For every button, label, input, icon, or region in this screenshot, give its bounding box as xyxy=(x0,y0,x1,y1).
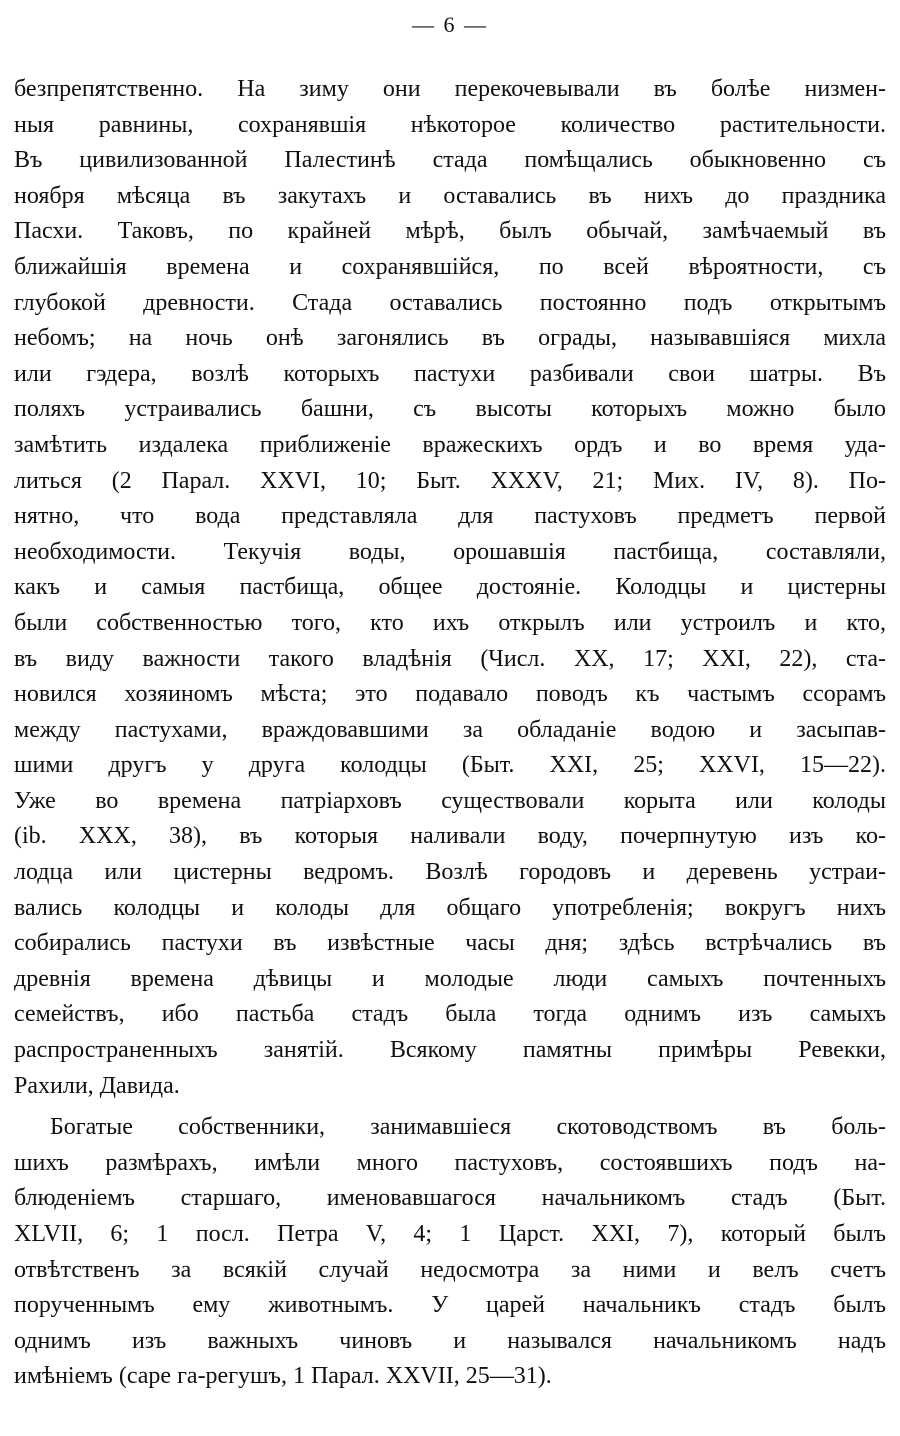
text-line: отвѣтственъ за всякій случай недосмотра за ними и велъ счетъ xyxy=(14,1256,886,1283)
text-line: нятно, что вода представляла для пастуховъ предметъ первой xyxy=(14,503,886,530)
text-line: Рахили, Давида. xyxy=(14,1072,180,1099)
paragraph-2 xyxy=(14,1110,886,1395)
text-line: (ib. XXX, 38), въ которыя наливали воду, почерпнутую изъ ко- xyxy=(14,823,886,850)
text-line: Пасхи. Таковъ, по крайней мѣрѣ, былъ обычай, замѣчаемый въ xyxy=(14,218,886,245)
text-line: небомъ; на ночь онѣ загонялись въ ограды, называвшіяся михла xyxy=(14,325,886,352)
text-line: семействъ, ибо пастьба стадъ была тогда однимъ изъ самыхъ xyxy=(14,1001,886,1028)
text-line: шими другъ у друга колодцы (Быт. XXI, 25; XXVI, 15—22). xyxy=(14,752,886,779)
text-line: однимъ изъ важныхъ чиновъ и назывался начальникомъ надъ xyxy=(14,1327,886,1354)
text-line: литься (2 Парал. XXVI, 10; Быт. XXXV, 21; Мих. IV, 8). По- xyxy=(14,467,886,494)
text-line: распространенныхъ занятій. Всякому памятны примѣры Ревекки, xyxy=(14,1037,886,1064)
text-line: поляхъ устраивались башни, съ высоты которыхъ можно было xyxy=(14,396,886,423)
text-line: Въ цивилизованной Палестинѣ стада помѣщались обыкновенно съ xyxy=(14,147,886,174)
text-line: Уже во времена патріарховъ существовали корыта или колоды xyxy=(14,787,886,814)
text-line: замѣтить издалека приближеніе вражескихъ ордъ и во время уда- xyxy=(14,431,886,458)
text-line: шихъ размѣрахъ, имѣли много пастуховъ, состоявшихъ подъ на- xyxy=(14,1149,886,1176)
text-line: глубокой древности. Стада оставались постоянно подъ открытымъ xyxy=(14,289,886,316)
text-line: или гэдера, возлѣ которыхъ пастухи разбивали свои шатры. Въ xyxy=(14,360,886,387)
text-line: вались колодцы и колоды для общаго употребленія; вокругъ нихъ xyxy=(14,894,886,921)
text-line: ближайшія времена и сохранявшійся, по всей вѣроятности, съ xyxy=(14,253,886,280)
text-line: имѣніемъ (саре га-регушъ, 1 Парал. XXVII, 25—31). xyxy=(14,1363,552,1390)
text-line: ноября мѣсяца въ закутахъ и оставались въ нихъ до праздника xyxy=(14,182,886,209)
paragraph-1 xyxy=(14,72,886,1104)
text-line: въ виду важности такого владѣнія (Числ. XX, 17; XXI, 22), ста- xyxy=(14,645,886,672)
text-line: блюденіемъ старшаго, именовавшагося начальникомъ стадъ (Быт. xyxy=(14,1185,886,1212)
text-line: XLVII, 6; 1 посл. Петра V, 4; 1 Царст. XXI, 7), который былъ xyxy=(14,1221,886,1247)
text-line: лодца или цистерны ведромъ. Возлѣ городовъ и деревень устраи- xyxy=(14,859,886,886)
text-line: между пастухами, враждовавшими за обладаніе водою и засыпав- xyxy=(14,716,886,743)
page-number: — 6 — xyxy=(412,12,488,37)
text-line: необходимости. Текучія воды, орошавшія пастбища, составляли, xyxy=(14,538,886,565)
text-line: какъ и самыя пастбища, общее достояніе. Колодцы и цистерны xyxy=(14,574,886,601)
text-body xyxy=(14,72,886,1395)
text-line: новился хозяиномъ мѣста; это подавало поводъ къ частымъ ссорамъ xyxy=(14,681,886,708)
text-line: безпрепятственно. На зиму они перекочевывали въ болѣе низмен- xyxy=(14,76,886,102)
text-line: ныя равнины, сохранявшія нѣкоторое количество растительности. xyxy=(14,111,886,138)
text-line: были собственностью того, кто ихъ открылъ или устроилъ и кто, xyxy=(14,609,886,636)
text-line: собирались пастухи въ извѣстные часы дня; здѣсь встрѣчались въ xyxy=(14,930,886,957)
text-line: порученнымъ ему животнымъ. У царей начальникъ стадъ былъ xyxy=(14,1292,886,1319)
text-line: древнія времена дѣвицы и молодые люди самыхъ почтенныхъ xyxy=(14,965,886,992)
text-line: Богатые собственники, занимавшіеся скотоводствомъ въ боль- xyxy=(50,1114,886,1141)
